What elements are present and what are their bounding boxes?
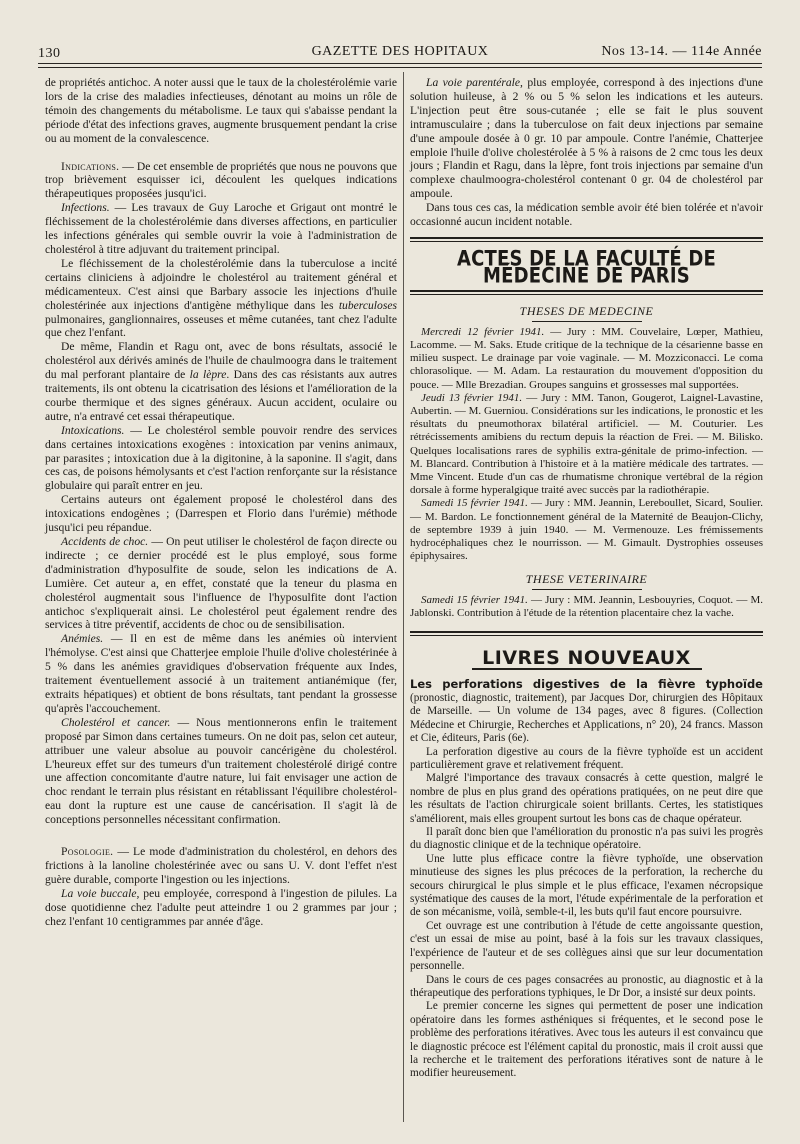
paragraph-text: — Les travaux de Guy Laroche et Grigaut ont montré le fléchissement de la cholestérolémie dans diverses affections, en particulier les infections générales qui semble ouvrir la voie à l'administration de cholestérol à titre adjuvant du traitement principal.	[45, 201, 397, 256]
rubric-label: Anémies.	[61, 632, 104, 646]
section-title-livres: LIVRES NOUVEAUX	[472, 652, 702, 670]
paragraph: Dans le cours de ces pages consacrées au pronostic, au diagnostic et à la thérapeutique des perforations typhiques, le Dr Dor, a insisté sur deux points.	[410, 973, 763, 999]
paragraph-cancer	[45, 716, 397, 827]
thesis-date: Samedi 15 février 1941.	[421, 594, 528, 607]
thesis-date: Samedi 15 février 1941.	[421, 497, 528, 510]
paragraph-text: pulmonaires, ganglionnaires, osseuses et même cutanées, tant chez l'adulte que chez l'enfant.	[45, 312, 397, 340]
subsection-rule	[532, 321, 642, 322]
right-column	[410, 76, 763, 1081]
thesis-entry	[410, 594, 763, 620]
rubric-label: Intoxications.	[61, 423, 125, 437]
book-title: Les perforations digestives de la fièvre typhoïde	[410, 676, 763, 691]
issue-info: Nos 13-14. — 114e Année	[601, 44, 762, 59]
paragraph-infections	[45, 201, 397, 257]
italic-term: la lèpre	[189, 368, 227, 382]
thesis-text: — Jury : MM. Jeannin, Lereboullet, Sicard, Soulier. — M. Bardon. Le fonctionnement général de la Maternité de Beaujon-Clichy, de septembre 1939 à juin 1940. — M. Vermenouze. Les frémissements hydrocéphaliques chez le nourrisson. — M. Gimault. Dystrophies osseuses épiphysaires.	[410, 497, 763, 563]
paragraph-indications	[45, 160, 397, 202]
paragraph-text: . Dans des cas résistants aux autres traitements, ils ont obtenu la cicatrisation des lésions et l'amélioration de la courbe thermique et des signes généraux. Aucun accident, oculaire ou autre, n'a entravé cet essai thérapeutique.	[45, 368, 397, 423]
paragraph-lepre	[45, 340, 397, 423]
rubric-label: Accidents de choc.	[61, 535, 149, 548]
section-rule	[410, 631, 763, 636]
page-header	[38, 44, 762, 64]
paragraph: Cet ouvrage est une contribution à l'étude de cette angoissante question, c'est un essai de mise au point, basé à la fois sur les travaux classiques, l'expérience de l'auteur et de ses collègues ainsi que sur leur documentation personnelle.	[410, 919, 763, 973]
paragraph-text: Le fléchissement de la cholestérolémie dans la tuberculose a incité certains cliniciens à adjoindre le cholestérol au traitement général et médicamenteux. C'est ainsi que Barbary associe les injections d'huile cholestérinée aux injections d'antigène méthylique dans les	[45, 256, 397, 312]
page-number: 130	[38, 46, 61, 61]
subsection-rule	[532, 589, 642, 590]
journal-title: GAZETTE DES HOPITAUX	[311, 44, 489, 59]
paragraph-text: plus employée, correspond à des injections d'une solution huileuse, à 2 % ou 5 % selon les indications et les auteurs. L'injection peut être sous-cutanée ; elle se fait le plus souvent intramusculaire ; dans la tuberculose on fait deux injections par semaine d'une ampoule dosée à 0 gr. 10 par ampoule. Contre l'anémie, Chatterjee emploie l'huile d'olive cholestérolée à 5 % à raisons de 2 cmc tous les deux jours ; Flandin et Ragu, dans la lèpre, font trois injections par semaine d'un complexe chaulmoogra-cholestérol contenant 0 gr. 04 de cholestérol par ampoule.	[410, 76, 763, 201]
paragraph: Une lutte plus efficace contre la fièvre typhoïde, une observation minutieuse des signes les plus précoces de la perforation, la recherche du secours chirurgical le plus simple et le plus efficace, l'examen nécropsique systématique des causes de la mort, l'étude expérimentale de la perforation et de son mécanisme, voilà, semble-t-il, les buts qu'il faut encore poursuivre.	[410, 852, 763, 919]
rubric-label: La voie parentérale,	[426, 76, 523, 89]
book-meta: (pronostic, diagnostic, traitement), par Jacques Dor, chirurgien des Hôpitaux de Marseille. — Un volume de 134 pages, avec 8 figures. (Collection Médecine et Chirurgie, Recherches et Applications, n° 20), 24 francs. Masson et Cie, éditeurs, Paris (6e).	[410, 691, 763, 745]
paragraph-tuberculose	[45, 257, 397, 340]
left-column	[45, 76, 397, 928]
thesis-list	[410, 326, 763, 621]
header-rule	[38, 63, 762, 64]
thesis-date: Jeudi 13 février 1941.	[421, 391, 523, 404]
paragraph: Dans tous ces cas, la médication semble avoir été bien tolérée et n'avoir occasionné aucun incident notable.	[410, 201, 763, 229]
paragraph-voie-parenterale	[410, 76, 763, 201]
paragraph: La perforation digestive au cours de la fièvre typhoïde est un accident particulièrement grave et relativement fréquent.	[410, 745, 763, 771]
paragraph-text: — Le cholestérol semble pouvoir rendre des services dans certaines intoxications exogènes : intoxication par venins animaux, par parasites ; intoxication due à la digitonine, à la saponine. Il s'agit, dans ces cas, de poisons hémolysants et c'est l'action renforçante sur la résistance globulaire qui paraît entrer en jeu.	[45, 423, 397, 493]
paragraph-text: peu employée, correspond à l'ingestion de pilules. La dose quotidienne chez l'adulte peut atteindre 1 ou 2 grammes par jour ; chez l'enfant 10 centigrammes par année d'âge.	[45, 886, 397, 928]
book-review	[410, 678, 763, 1081]
paragraph-text: De même, Flandin et Ragu ont, avec de bons résultats, associé le cholestérol aux dérivés aminés de l'huile de chaulmoogra dans le traitement du mal perforant plantaire de	[45, 340, 397, 382]
paragraph-choc	[45, 535, 397, 632]
paragraph-posologie	[45, 845, 397, 887]
book-heading	[410, 678, 763, 746]
paragraph-text: — On peut utiliser le cholestérol de façon directe ou indirecte ; ce dernier procédé est le plus employé, sous forme d'administration d'hyposulfite de soude, selon les indications de A. Lumière. Cet auteur a, en effet, constaté que la teneur du plasma en cholestérol augmentait sous l'influence de l'hyposulfite dont l'action antichoc s'expliquerait ainsi. Le cholestérol peut également rendre des services à titre préventif, accidents de choc ou de sensibilisation.	[45, 535, 397, 632]
paragraph-text: — Nous mentionnerons enfin le traitement proposé par Simon dans certaines tumeurs. On ne doit pas, selon cet auteur, attribuer une valeur absolue au pouvoir cancérigène du cholestérol. L'heureux effet sur des tumeurs d'un traitement cholestérolé dirigé contre une affection concomitante d'autre nature, lui fait envisager une action de choc rendant le terrain plus résistant en rétablissant l'équilibre cholestérol-eau dont la rupture est une cause de cancérisation. Il s'agit là de conceptions personnelles nécessitant confirmation.	[45, 715, 397, 827]
paragraph-text: — Il en est de même dans les anémies où intervient l'hémolyse. C'est ainsi que Chatterjee emploie l'huile d'olive cholestérinée à 5 % dans les anémies gravidiques d'observation fréquente aux Indes, traitement éventuellement associé à un traitement antianémique (fer, extraits hépatiques) et obtient de bons résultats, tant pendant la grossesse qu'après l'accouchement.	[45, 632, 397, 715]
paragraph: Certains auteurs ont également proposé le cholestérol dans des intoxications endogènes ; (Darrespen et Florio dans l'urémie) méthode jusqu'ici peu répandue.	[45, 493, 397, 535]
thesis-entry	[410, 326, 763, 392]
section-rule	[410, 237, 763, 242]
paragraph: Le premier concerne les signes qui permettent de poser une indication opératoire dans les formes asthéniques si fréquentes, et le second pose le problème des perforations itératives. Avec tous les auteurs il est convaincu que le diagnostic précoce est l'élément capital du pronostic, mais il croit aussi que la recherche et le traitement des perforations itératives sont de nature à le modifier heureusement.	[410, 1000, 763, 1080]
rubric-label: Indications.	[61, 159, 120, 173]
header-rule-thin	[38, 67, 762, 68]
italic-term: tuberculoses	[338, 298, 397, 312]
thesis-text: — Jury : MM. Jeannin, Lesbouyries, Coquot. — M. Jablonski. Contribution à l'étude de la rétention placentaire chez la vache.	[410, 594, 763, 620]
rubric-label: Posologie.	[61, 845, 114, 859]
thesis-text: — Jury : MM. Couvelaire, Lœper, Mathieu, Lacomme. — M. Saks. Etude critique de la technique de la césarienne basse en milieu suspect. Le drainage par voie vaginale. — M. Mozziconacci. Le coma chlorasolique. — M. Adam. La restauration du mouvement d'opposition du pouce. — Mlle Brezadian. Groupes sanguins et grossesses mal supportées.	[410, 325, 763, 391]
column-divider	[403, 72, 404, 1122]
thesis-text: — Jury : MM. Tanon, Gougerot, Laignel-Lavastine, Aubertin. — M. Guerniou. Considérations sur les indications, le pronostic et les résultats du pneumothorax bilatéral artificiel. — M. Couturier. Les rétrécissements amibiens du rectum depuis la réaction de Frei. — M. Bilisko. Quelques localisations rares de syphilis extra-génitale de primo-infection. — M. Blancard. Contribution à l'histoire et à la matière médicale des tartrates. — Mme Vincent. Etude d'un cas de rhumatisme chronique vertébral de la région dorsale à forme hyperalgique traité avec succès par la radiothérapie.	[410, 391, 763, 497]
thesis-entry	[410, 392, 763, 498]
subsection-title: THESE VETERINAIRE	[525, 572, 648, 587]
paragraph: Malgré l'importance des travaux consacrés à cette question, malgré le nombre de plus en plus grand des opérations pratiquées, on ne peut dire que les résultats de l'action chirurgicale soient brillants. Certes, les statistiques s'améliorent, mais elles groupent surtout les bons cas de chaque opérateur.	[410, 772, 763, 825]
section-rule	[410, 290, 763, 295]
paragraph-intoxications	[45, 424, 397, 494]
thesis-date: Mercredi 12 février 1941.	[421, 325, 545, 338]
paragraph-text: — Le mode d'administration du cholestérol, en dehors des frictions à la lanoline cholestérinée avec ou sans U. V. dont l'effet n'est guère durable, comporte l'ingestion ou les injections.	[45, 845, 397, 886]
paragraph-voie-buccale	[45, 887, 397, 929]
paragraph-text: — De cet ensemble de propriétés que nous ne pouvons que trop brièvement esquisser ici, découlent les quelques indications thérapeutiques proposées jusqu'ici.	[45, 159, 397, 201]
rubric-label: La voie buccale,	[61, 886, 140, 900]
section-title-actes: ACTES DE LA FACULTÉ DE MÉDECINE DE PARIS	[456, 246, 717, 289]
thesis-entry	[410, 497, 763, 563]
paragraph: Il paraît donc bien que l'amélioration du pronostic n'a pas suivi les progrès du diagnostic clinique et de la technique opératoire.	[410, 826, 763, 852]
paragraph-anemies	[45, 632, 397, 715]
paragraph: de propriétés antichoc. A noter aussi que le taux de la cholestérolémie varie lors de la crise des maladies infectieuses, dénotant au moins un rôle de témoin des changements du métabolisme. Le taux qui s'abaisse pendant la période d'état des infections graves, augmente brusquement pendant la crise ou au moment de la convalescence.	[45, 76, 397, 145]
rubric-label: Infections.	[61, 201, 110, 215]
subsection-title: THESES DE MEDECINE	[519, 303, 654, 318]
rubric-label: Cholestérol et cancer.	[61, 715, 171, 729]
